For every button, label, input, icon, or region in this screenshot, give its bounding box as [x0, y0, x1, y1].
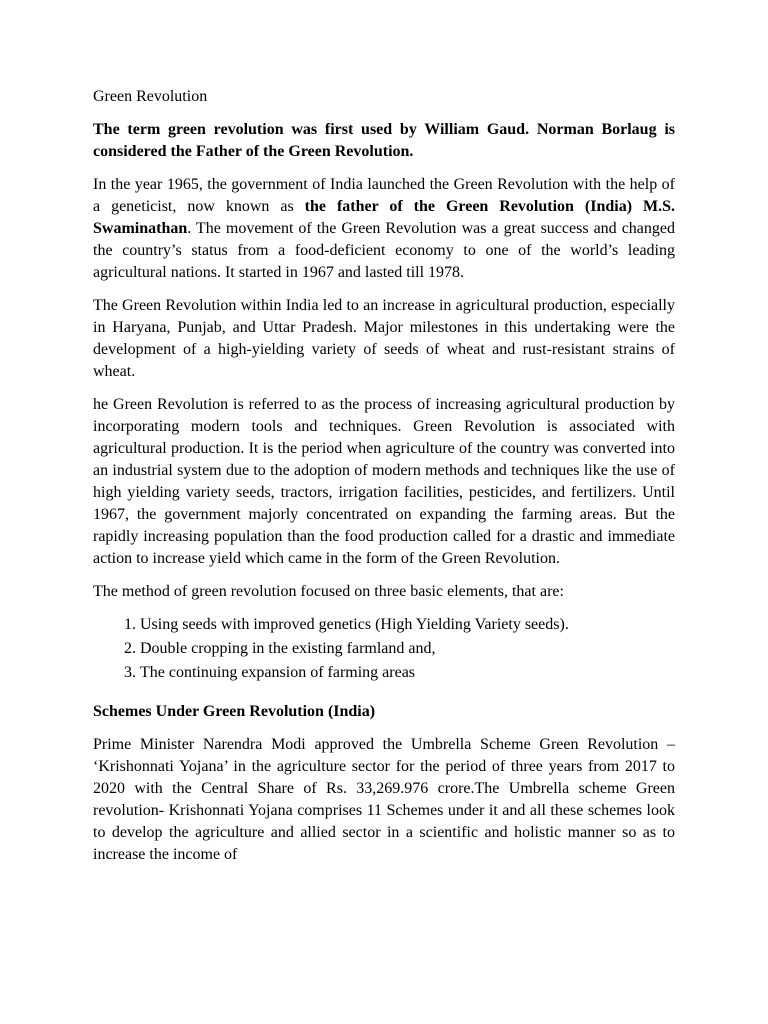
list-item: 1. Using seeds with improved genetics (High Yielding Variety seeds). — [140, 614, 675, 636]
list-item: 2. Double cropping in the existing farmland and, — [140, 638, 675, 660]
paragraph-launch-text-start: In the year 1965, the government of India launched the Green Revolution with the help of a geneticist, now known as — [93, 176, 675, 215]
section-heading: Schemes Under Green Revolution (India) — [93, 703, 376, 720]
list-item: 3. The continuing expansion of farming areas — [140, 662, 675, 684]
paragraph-launch — [93, 174, 675, 284]
paragraph-schemes: Prime Minister Narendra Modi approved the Umbrella Scheme Green Revolution – ‘Krishonnati Yojana’ in the agriculture sector for the period of three years from 2017 to 2020 with the Central Share of Rs. 33,269.976 crore.The Umbrella scheme Green revolution- Krishonnati Yojana comprises 11 Schemes under it and all these schemes look to develop the agriculture and allied sector in a scientific and holistic manner so as to increase the income of — [93, 736, 675, 863]
paragraph-launch-text-end: . The movement of the Green Revolution was a great success and changed the country’s status from a food-deficient economy to one of the world’s leading agricultural nations. It started in 1967 and lasted till 1978. — [93, 220, 675, 281]
elements-list — [93, 614, 675, 684]
paragraph-method: The method of green revolution focused on three basic elements, that are: — [93, 583, 564, 600]
paragraph-production: The Green Revolution within India led to an increase in agricultural production, especially in Haryana, Punjab, and Uttar Pradesh. Major milestones in this undertaking were the development of a high-yielding variety of seeds of wheat and rust-resistant strains of wheat. — [93, 297, 675, 380]
document-title: Green Revolution — [93, 88, 208, 105]
intro-paragraph: The term green revolution was first used by William Gaud. Norman Borlaug is considered the Father of the Green Revolution. — [93, 121, 675, 160]
paragraph-definition: he Green Revolution is referred to as the process of increasing agricultural production by incorporating modern tools and techniques. Green Revolution is associated with agricultural production. It is the period when agriculture of the country was converted into an industrial system due to the adoption of modern methods and techniques like the use of high yielding variety seeds, tractors, irrigation facilities, pesticides, and fertilizers. Until 1967, the government majorly concentrated on expanding the farming areas. But the rapidly increasing population than the food production called for a drastic and immediate action to increase yield which came in the form of the Green Revolution. — [93, 396, 675, 567]
document-page — [93, 86, 675, 877]
paragraph-launch-bold: the father of the Green Revolution (India) M.S. Swaminathan — [93, 198, 675, 237]
